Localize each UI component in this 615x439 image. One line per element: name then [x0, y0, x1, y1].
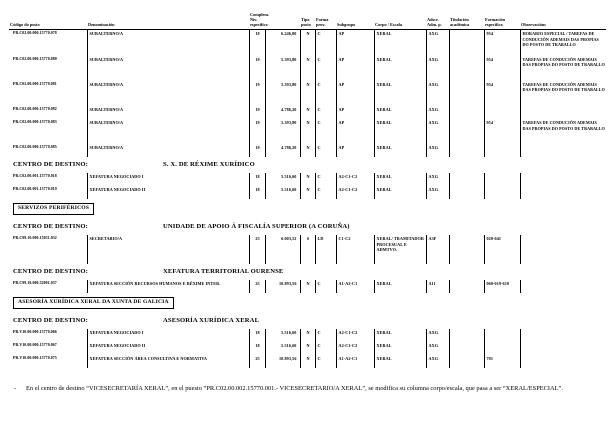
- col-titulacion-line1: Titulación: [450, 17, 469, 23]
- posto-codigo: PR.C02.00.000.15770.083: [13, 120, 57, 125]
- posto-forma-prov: C: [315, 105, 336, 118]
- posto-observacions: [520, 280, 606, 293]
- col-codigo: Código do posto: [9, 12, 87, 29]
- col-adscr-line1: Adscr.: [427, 17, 439, 23]
- posto-codigo: PR.C02.00.001.15770.019: [13, 187, 57, 192]
- posto-denominacion: SUBALTERNO/A: [87, 144, 249, 157]
- posto-complemento-nivel: 18: [249, 329, 265, 342]
- posto-denominacion: SUBALTERNO/A: [87, 55, 249, 80]
- posto-subgrupo: A2-C1-C2: [336, 329, 374, 342]
- col-tipo-line2: posto: [301, 22, 311, 28]
- posto-subgrupo: C1-C2: [336, 235, 374, 264]
- centro-destino-label: CENTRO DE DESTINO:: [13, 316, 88, 324]
- col-denominacion: Denominación: [87, 12, 249, 29]
- footnote-text: En el centro de destino “VICESECRETARÍA XERAL”, en el puesto “PR.C02.00.002.15770.001.- VICESECRETARIO/A XERAL”, se modifica su columna corpo/escala, que pasa a ser “XERAL/ESPECIAL”.: [26, 385, 563, 393]
- posto-complemento-especifico: 6.246,00: [265, 29, 300, 55]
- posto-forma-prov: C: [315, 144, 336, 157]
- posto-titulacion: [449, 235, 484, 264]
- col-formacion-line1: Formación: [485, 17, 506, 23]
- posto-tipo: N: [300, 355, 315, 368]
- posto-adscricion: AXG: [426, 144, 449, 157]
- posto-forma-prov: C: [315, 329, 336, 342]
- posto-corpo-escala: XERAL: [374, 119, 426, 144]
- posto-forma-prov: C: [315, 55, 336, 80]
- posto-codigo: PR.C02.00.000.15770.085: [13, 145, 57, 150]
- posto-codigo: PR.C02.00.000.15770.081: [13, 81, 57, 86]
- posto-corpo-escala: XERAL: [374, 80, 426, 105]
- posto-titulacion: [449, 80, 484, 105]
- posto-formacion: [484, 329, 520, 342]
- posto-titulacion: [449, 144, 484, 157]
- posto-titulacion: [449, 329, 484, 342]
- posto-complemento-especifico: 4.786,20: [265, 144, 300, 157]
- posto-titulacion: [449, 355, 484, 368]
- centro-destino-row: [9, 219, 606, 235]
- table-row: [9, 144, 606, 157]
- footnote-dash: -: [14, 385, 17, 393]
- table-row: [9, 280, 606, 293]
- posto-codigo: PR.C02.00.000.15770.078: [13, 31, 57, 36]
- posto-denominacion: XEFATURA SECCIÓN RECURSOS HUMANOS E RÉXIME INTER.: [87, 280, 249, 293]
- centro-destino-row: [9, 157, 606, 173]
- posto-observacions: TAREFAS DE CONDUCIÓN ADEMAIS DAS PROPIAS DO POSTO DE TRABALLO: [520, 80, 606, 105]
- posto-complemento-especifico: 5.393,80: [265, 119, 300, 144]
- posto-codigo: PR.C99.10.000.32001.037: [13, 281, 57, 286]
- posto-denominacion: SUBALTERNO/A: [87, 80, 249, 105]
- posto-denominacion: SECRETARIO/A: [87, 235, 249, 264]
- posto-adscricion: AXG: [426, 329, 449, 342]
- puestos-table: [9, 0, 606, 368]
- posto-complemento-nivel: 18: [249, 186, 265, 199]
- posto-formacion: [484, 186, 520, 199]
- posto-tipo: N: [300, 329, 315, 342]
- header-top-spacer: [9, 0, 606, 12]
- posto-forma-prov: C: [315, 119, 336, 144]
- posto-denominacion: XEFATURA SECCIÓN ÁREA CONSULTIVA E NORMATIVA: [87, 355, 249, 368]
- posto-corpo-escala: XERAL: [374, 186, 426, 199]
- posto-subgrupo: AP: [336, 119, 374, 144]
- posto-observacions: [520, 355, 606, 368]
- posto-denominacion: XEFATURA NEGOCIADO II: [87, 342, 249, 355]
- table-row: [9, 55, 606, 80]
- posto-formacion: [484, 105, 520, 118]
- posto-observacions: [520, 342, 606, 355]
- posto-complemento-nivel: 23: [249, 235, 265, 264]
- posto-subgrupo: AP: [336, 144, 374, 157]
- posto-formacion: 060-019-610: [484, 280, 520, 293]
- posto-complemento-especifico: 4.786,20: [265, 105, 300, 118]
- posto-adscricion: AXG: [426, 355, 449, 368]
- posto-observacions: [520, 173, 606, 186]
- centro-destino-value: S. X. DE RÉXIME XURÍDICO: [163, 161, 255, 169]
- posto-observacions: [520, 186, 606, 199]
- centro-destino-label: CENTRO DE DESTINO:: [13, 223, 88, 231]
- posto-tipo: N: [300, 105, 315, 118]
- posto-codigo: PR.C02.00.000.15770.080: [13, 56, 57, 61]
- posto-corpo-escala: XERAL: [374, 29, 426, 55]
- posto-complemento-nivel: 19: [249, 144, 265, 157]
- posto-subgrupo: A2-C1-C2: [336, 186, 374, 199]
- table-header: [9, 0, 606, 29]
- table-row: [9, 80, 606, 105]
- posto-forma-prov: C: [315, 173, 336, 186]
- posto-tipo: N: [300, 55, 315, 80]
- posto-subgrupo: A1-A2-C1: [336, 280, 374, 293]
- posto-complemento-especifico: 5.393,80: [265, 55, 300, 80]
- posto-codigo: PR.V10.00.000.15770.066: [13, 330, 57, 335]
- posto-tipo: N: [300, 186, 315, 199]
- posto-complemento-nivel: 19: [249, 119, 265, 144]
- centro-destino-value: XEFATURA TERRITORIAL OURENSE: [163, 267, 284, 275]
- posto-denominacion: SUBALTERNO/A: [87, 29, 249, 55]
- posto-adscricion: AXG: [426, 29, 449, 55]
- posto-complemento-nivel: 19: [249, 29, 265, 55]
- posto-formacion: 954: [484, 80, 520, 105]
- posto-denominacion: SUBALTERNO/A: [87, 119, 249, 144]
- posto-subgrupo: AP: [336, 80, 374, 105]
- posto-corpo-escala: XERAL/ TRAMITADOR PROCESUAL E ADMTVO.: [374, 235, 426, 264]
- col-forma-line2: prov.: [316, 22, 326, 28]
- posto-corpo-escala: XERAL: [374, 280, 426, 293]
- posto-denominacion: XEFATURA NEGOCIADO II: [87, 186, 249, 199]
- posto-adscricion: AXG: [426, 55, 449, 80]
- table-row: [9, 105, 606, 118]
- centro-destino-label: CENTRO DE DESTINO:: [13, 267, 88, 275]
- posto-codigo: PR.C02.00.000.15770.082: [13, 107, 57, 112]
- posto-adscricion: AXG: [426, 186, 449, 199]
- posto-corpo-escala: XERAL: [374, 144, 426, 157]
- posto-subgrupo: A2-C1-C2: [336, 173, 374, 186]
- col-forma-line1: Forma: [316, 17, 329, 23]
- posto-tipo: N: [300, 29, 315, 55]
- centro-destino-value: UNIDADE DE APOIO Á FISCALÍA SUPERIOR (A CORUÑA): [163, 223, 350, 231]
- col-formacion-line2: específica: [485, 22, 503, 28]
- posto-corpo-escala: XERAL: [374, 55, 426, 80]
- posto-codigo: PR.V10.00.000.15770.075: [13, 356, 57, 361]
- col-adscricion: [426, 12, 449, 29]
- posto-forma-prov: C: [315, 342, 336, 355]
- posto-observacions: [520, 105, 606, 118]
- posto-complemento-especifico: 5.516,60: [265, 329, 300, 342]
- posto-complemento-nivel: 18: [249, 173, 265, 186]
- posto-tipo: N: [300, 342, 315, 355]
- posto-complemento-especifico: 5.516,60: [265, 186, 300, 199]
- posto-titulacion: [449, 119, 484, 144]
- posto-titulacion: [449, 29, 484, 55]
- section-banner-row: [9, 199, 606, 219]
- col-corpo-escala: Corpo / Escala: [374, 12, 426, 29]
- table-row: [9, 173, 606, 186]
- table-row: [9, 329, 606, 342]
- posto-complemento-nivel: 25: [249, 280, 265, 293]
- posto-corpo-escala: XERAL: [374, 342, 426, 355]
- table-row: [9, 186, 606, 199]
- col-complemento-line1: Complem.: [250, 12, 269, 17]
- posto-formacion: 954: [484, 29, 520, 55]
- posto-subgrupo: AP: [336, 29, 374, 55]
- posto-denominacion: XEFATURA NEGOCIADO I: [87, 173, 249, 186]
- posto-complemento-nivel: 25: [249, 355, 265, 368]
- posto-observacions: [520, 329, 606, 342]
- col-titulacion: [449, 12, 484, 29]
- centro-destino-row: [9, 313, 606, 329]
- posto-formacion: 020-041: [484, 235, 520, 264]
- posto-adscricion: A3F: [426, 235, 449, 264]
- posto-observacions: TAREFAS DE CONDUCIÓN ADEMAIS DAS PROPIAS DO POSTO DE TRABALLO: [520, 55, 606, 80]
- posto-formacion: [484, 342, 520, 355]
- col-titulacion-line2: académica: [450, 22, 470, 28]
- posto-observacions: [520, 144, 606, 157]
- posto-codigo: PR.V10.00.000.15770.067: [13, 343, 57, 348]
- posto-titulacion: [449, 173, 484, 186]
- posto-corpo-escala: XERAL: [374, 355, 426, 368]
- section-banner-row: [9, 293, 606, 313]
- col-forma-prov: [315, 12, 336, 29]
- posto-forma-prov: C: [315, 80, 336, 105]
- posto-formacion: [484, 144, 520, 157]
- posto-complemento-nivel: 19: [249, 80, 265, 105]
- col-tipo-posto: [300, 12, 315, 29]
- posto-titulacion: [449, 342, 484, 355]
- posto-formacion: 701: [484, 355, 520, 368]
- posto-titulacion: [449, 186, 484, 199]
- posto-formacion: [484, 173, 520, 186]
- posto-forma-prov: C: [315, 355, 336, 368]
- table-row: [9, 29, 606, 55]
- posto-adscricion: AXG: [426, 119, 449, 144]
- posto-complemento-especifico: 10.893,56: [265, 280, 300, 293]
- posto-denominacion: XEFATURA NEGOCIADO I: [87, 329, 249, 342]
- centro-destino-value: ASESORÍA XURÍDICA XERAL: [163, 316, 260, 324]
- col-adscr-line2: Adm. p.: [427, 22, 442, 28]
- posto-subgrupo: A2-C1-C2: [336, 342, 374, 355]
- posto-complemento-especifico: 10.893,56: [265, 355, 300, 368]
- col-observacions: Observacións: [520, 12, 606, 29]
- posto-subgrupo: AP: [336, 55, 374, 80]
- posto-tipo: N: [300, 80, 315, 105]
- col-complemento-nivel: [249, 12, 269, 29]
- table-row: [9, 119, 606, 144]
- posto-tipo: N: [300, 280, 315, 293]
- posto-tipo: N: [300, 119, 315, 144]
- posto-tipo: N: [300, 173, 315, 186]
- posto-corpo-escala: XERAL: [374, 329, 426, 342]
- table-header-row: [9, 12, 606, 29]
- section-banner-label: ASESORÍA XURÍDICA XERAL DA XUNTA DE GALICIA: [13, 297, 174, 309]
- centro-destino-label: CENTRO DE DESTINO:: [13, 161, 88, 169]
- table-row: [9, 235, 606, 264]
- col-subgrupo: Subgrupo: [336, 12, 374, 29]
- centro-destino-row: [9, 264, 606, 280]
- posto-codigo: PR.C02.00.001.15770.018: [13, 174, 57, 179]
- posto-formacion: 954: [484, 119, 520, 144]
- posto-corpo-escala: XERAL: [374, 173, 426, 186]
- posto-forma-prov: C: [315, 186, 336, 199]
- posto-complemento-especifico: 5.516,60: [265, 173, 300, 186]
- table-row: [9, 355, 606, 368]
- posto-titulacion: [449, 55, 484, 80]
- posto-complemento-nivel: 18: [249, 342, 265, 355]
- col-tipo-line1: Tipo: [301, 17, 310, 23]
- col-complemento-line2: Nív. específico: [250, 17, 268, 28]
- posto-observacions: [520, 235, 606, 264]
- posto-corpo-escala: XERAL: [374, 105, 426, 118]
- posto-complemento-nivel: 19: [249, 55, 265, 80]
- posto-adscricion: A11: [426, 280, 449, 293]
- posto-forma-prov: C: [315, 280, 336, 293]
- posto-complemento-nivel: 19: [249, 105, 265, 118]
- posto-subgrupo: AP: [336, 105, 374, 118]
- posto-forma-prov: LD: [315, 235, 336, 264]
- footnote: [0, 384, 592, 393]
- posto-adscricion: AXG: [426, 80, 449, 105]
- posto-tipo: S: [300, 235, 315, 264]
- section-banner-label: SERVIZOS PERIFÉRICOS: [13, 203, 94, 215]
- posto-adscricion: AXG: [426, 342, 449, 355]
- col-formacion: [484, 12, 520, 29]
- posto-observacions: TAREFAS DE CONDUCIÓN ADEMAIS DAS PROPIAS DO POSTO DE TRABALLO: [520, 119, 606, 144]
- posto-codigo: PR.C99.10.000.15031.032: [13, 236, 57, 241]
- posto-subgrupo: A1-A2-C1: [336, 355, 374, 368]
- posto-observacions: HORARIO ESPECIAL / TAREFAS DE CONDUCIÓN ADEMAIS DAS PROPIAS DO POSTO DE TRABALLO: [520, 29, 606, 55]
- posto-complemento-especifico: 5.516,60: [265, 342, 300, 355]
- col-complemento-especifico: [265, 12, 300, 29]
- posto-adscricion: AXG: [426, 173, 449, 186]
- posto-complemento-especifico: 6.003,52: [265, 235, 300, 264]
- posto-forma-prov: C: [315, 29, 336, 55]
- posto-denominacion: SUBALTERNO/A: [87, 105, 249, 118]
- posto-complemento-especifico: 5.393,80: [265, 80, 300, 105]
- posto-adscricion: AXG: [426, 105, 449, 118]
- posto-formacion: 954: [484, 55, 520, 80]
- posto-tipo: N: [300, 144, 315, 157]
- table-row: [9, 342, 606, 355]
- table-body: [9, 29, 606, 368]
- posto-titulacion: [449, 105, 484, 118]
- posto-titulacion: [449, 280, 484, 293]
